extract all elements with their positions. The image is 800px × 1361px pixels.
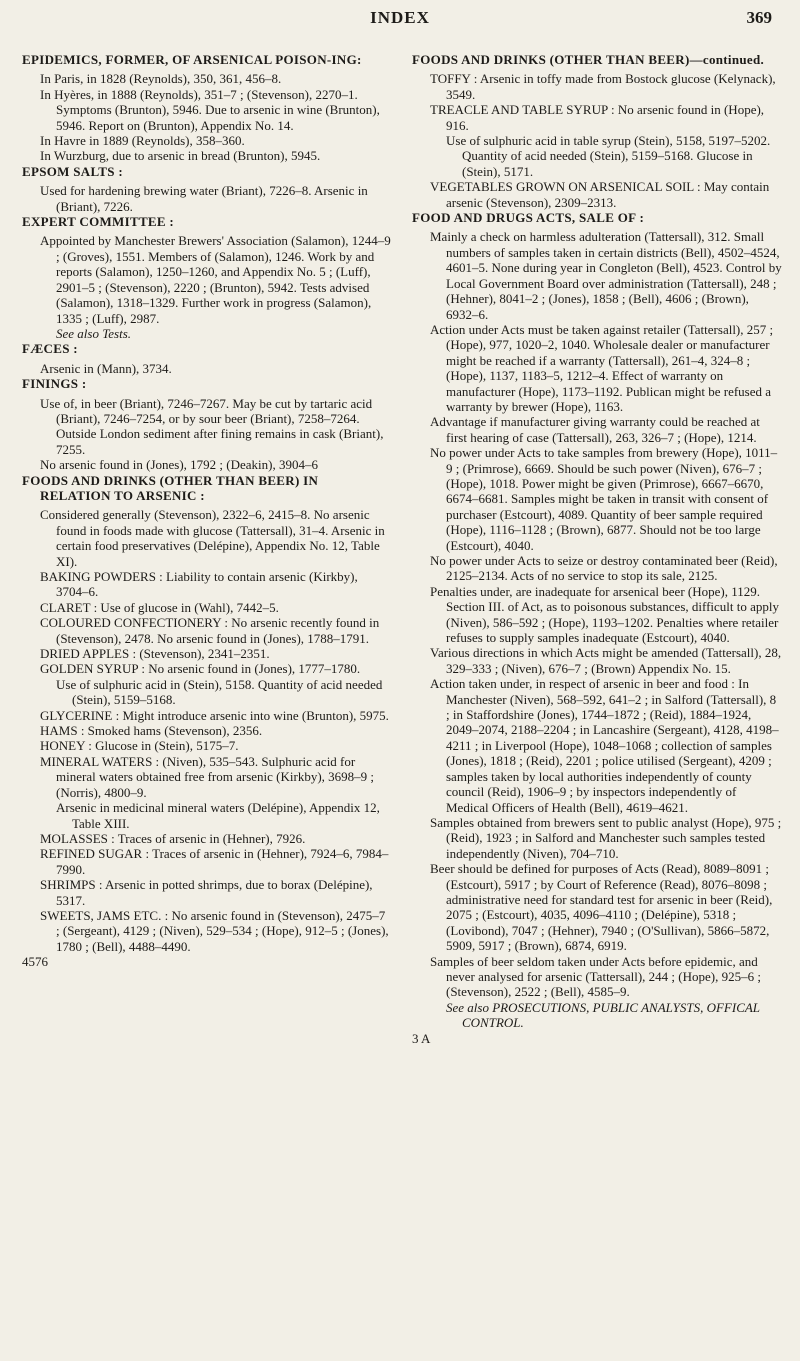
index-entry: MINERAL WATERS : (Niven), 535–543. Sulphuric acid for mineral waters obtained free from arsenic (Kirkby), 3698–9 ; (Norris), 4800–9.: [40, 753, 375, 800]
index-entry: Penalties under, are inadequate for arsenical beer (Hope), 1129. Section III. of Act, as to poisonous substances, difficult to apply (Niven), 586–592 ; (Hope), 1193–1202. Penalties where retailer refuses to supply samples inadequate (Estcourt), 4040.: [430, 583, 780, 646]
index-heading: FOOD AND DRUGS ACTS, SALE OF :: [412, 210, 645, 226]
index-heading: EPIDEMICS, FORMER, OF ARSENICAL POISON-ING:: [22, 52, 362, 67]
index-entry: See also PROSECUTIONS, PUBLIC ANALYSTS, OFFICAL CONTROL.: [446, 999, 760, 1031]
index-entry: 3 A: [412, 1030, 431, 1046]
index-heading: EXPERT COMMITTEE :: [22, 214, 175, 230]
index-entry: GOLDEN SYRUP : No arsenic found in (Jones), 1777–1780.: [40, 661, 361, 677]
index-heading: EPSOM SALTS :: [22, 163, 123, 179]
index-entry: CLARET : Use of glucose in (Wahl), 7442–5.: [40, 599, 279, 615]
index-entry: Advantage if manufacturer giving warranty could be reached at first hearing of case (Tattersall), 263, 326–7 ; (Hope), 1214.: [430, 414, 760, 445]
index-entry: COLOURED CONFECTIONERY : No arsenic recently found in (Stevenson), 2478. No arsenic found in (Jones), 1788–1791.: [40, 615, 380, 646]
page-number: 369: [746, 8, 772, 27]
index-entry: DRIED APPLES : (Stevenson), 2341–2351.: [40, 646, 270, 662]
index-entry: Arsenic in medicinal mineral waters (Delépine), Appendix 12, Table XIII.: [56, 800, 380, 831]
index-entry: Appointed by Manchester Brewers' Association (Salamon), 1244–9 ; (Groves), 1551. Members of (Salamon), 1246. Work by and reports (Salamon), 1250–1260, and Appendix No. 5 ; (Luff), 2901–5 ; (Stevenson), 2220 ; (Brunton), 5942. Tests advised (Salamon), 1318–1329. Further work in progress (Salamon), 1335 ; (Luff), 2987.: [40, 233, 391, 326]
index-entry: No power under Acts to seize or destroy contaminated beer (Reid), 2125–2134. Acts of no service to stop its sale, 2125.: [430, 553, 778, 584]
index-entry: No power under Acts to take samples from brewery (Hope), 1011–9 ; (Primrose), 6669. Should be such power (Niven), 676–7 ; (Hope), 1018. Power might be given (Primrose), 6667–6670, 6674–6681. Samples might be taken in transit with consent of purchaser (Estcourt), 4089. Quantity of beer sample required (Hope), 1116–1128 ; (Brown), 6877. Should not be too large (Estcourt), 4040.: [430, 445, 778, 553]
index-entry: Beer should be defined for purposes of Acts (Read), 8089–8091 ; (Estcourt), 5917 ; by Court of Reference (Read), 8076–8098 ; administrative need for standard test for arsenic in beer (Reid), 2075 ; (Estcourt), 4035, 4096–4110 ; (Delépine), 5318 ; (Lovibond), 7047 ; (Hehner), 7940 ; (O'Sullivan), 5866–5872, 5909, 5917 ; (Brown), 6874, 6919.: [430, 861, 773, 954]
index-entry: SWEETS, JAMS ETC. : No arsenic found in (Stevenson), 2475–7 ; (Sergeant), 4129 ; (Niven), 529–534 ; (Hope), 912–5 ; (Jones), 1780 ; (Bell), 4488–4490.: [40, 907, 389, 954]
index-entry: Used for hardening brewing water (Briant), 7226–8. Arsenic in (Briant), 7226.: [40, 183, 368, 214]
index-entry: See also Tests.: [56, 325, 131, 341]
index-entry: SHRIMPS : Arsenic in potted shrimps, due to borax (Delépine), 5317.: [40, 877, 373, 908]
index-entry: MOLASSES : Traces of arsenic in (Hehner), 7926.: [40, 830, 306, 846]
index-entry: HAMS : Smoked hams (Stevenson), 2356.: [40, 723, 263, 739]
index-entry: TREACLE AND TABLE SYRUP : No arsenic found in (Hope), 916.: [430, 102, 765, 133]
index-heading: FOODS AND DRINKS (OTHER THAN BEER) IN RELATION TO ARSENIC :: [22, 472, 319, 503]
index-entry: GLYCERINE : Might introduce arsenic into wine (Brunton), 5975.: [40, 707, 389, 723]
index-entry: Action taken under, in respect of arsenic in beer and food : In Manchester (Niven), 568–592, 641–2 ; in Salford (Tattersall), 8 ; in Staffordshire (Jones), 1744–1872 ; (Reid), 1884–1924, 2049–2074, 2188–2204 ; in Lancashire (Sergeant), 4128, 4198–4211 ; in Liverpool (Hope), 1048–1068 ; collection of samples (Jones), 1818 ; (Reid), 2201 ; police utilised (Sergeant), 4209 ; samples taken by local authorities independently of county council (Reid), 1906–9 ; by inspectors independently of Medical Officers of Health (Bell), 4619–4621.: [430, 676, 779, 815]
index-entry: BAKING POWDERS : Liability to contain arsenic (Kirkby), 3704–6.: [40, 569, 358, 600]
index-entry: In Paris, in 1828 (Reynolds), 350, 361, 456–8.: [40, 71, 282, 87]
index-entry: TOFFY : Arsenic in toffy made from Bostock glucose (Kelynack), 3549.: [430, 71, 776, 102]
index-entry: Use of sulphuric acid in (Stein), 5158. Quantity of acid needed (Stein), 5159–5168.: [56, 676, 383, 708]
index-entry: Action under Acts must be taken against retailer (Tattersall), 257 ; (Hope), 977, 1020–2, 1040. Wholesale dealer or manufacturer might be reached if a warranty (Tattersall), 261–4, 324–8 ; (Hope), 1137, 1183–5, 1212–4. Effect of warranty on manufacturer (Hope), 1173–1192. Publican might be refused a warranty by brewer (Hope), 1163.: [430, 321, 774, 414]
index-entry: Various directions in which Acts might be amended (Tattersall), 28, 329–333 ; (Niven), 676–7 ; (Brown) Appendix No. 15.: [430, 645, 782, 676]
index-entry: 4576: [22, 954, 48, 970]
left-column: [22, 52, 392, 970]
running-title: INDEX: [370, 8, 430, 27]
index-entry: Samples obtained from brewers sent to public analyst (Hope), 975 ; (Reid), 1923 ; in Salford and Manchester such samples tested independently (Niven), 704–710.: [430, 814, 782, 861]
index-entry: In Hyères, in 1888 (Reynolds), 351–7 ; (Stevenson), 2270–1. Symptoms (Brunton), 5946. Due to arsenic in wine (Brunton), 5946. Report on (Brunton), Appendix No. 14.: [40, 86, 380, 133]
index-entry: No arsenic found in (Jones), 1792 ; (Deakin), 3904–6: [40, 457, 318, 473]
index-entry: HONEY : Glucose in (Stein), 5175–7.: [40, 738, 239, 754]
index-entry: Use of sulphuric acid in table syrup (Stein), 5158, 5197–5202. Quantity of acid needed (Stein), 5159–5168. Glucose in (Stein), 5171.: [446, 133, 771, 179]
index-heading: FININGS :: [22, 376, 87, 392]
index-heading: FÆCES :: [22, 341, 78, 357]
page-header: [0, 8, 800, 48]
index-entry: Considered generally (Stevenson), 2322–6, 2415–8. No arsenic found in foods made with glucose (Tattersall), 31–4. Arsenic in certain food preservatives (Delépine), Appendix No. 12, Table XI).: [40, 507, 385, 569]
index-entry: In Wurzburg, due to arsenic in bread (Brunton), 5945.: [40, 148, 321, 164]
index-entry: Arsenic in (Mann), 3734.: [40, 360, 172, 376]
index-entry: In Havre in 1889 (Reynolds), 358–360.: [40, 133, 245, 149]
index-entry: Samples of beer seldom taken under Acts before epidemic, and never analysed for arsenic (Tattersall), 244 ; (Hope), 925–6 ; (Stevenson), 2522 ; (Bell), 4585–9.: [430, 953, 761, 1000]
right-column: [412, 52, 782, 1046]
index-entry: Mainly a check on harmless adulteration (Tattersall), 312. Small numbers of samples taken in certain districts (Bell), 4502–4524, 4601–5. None during year in Congleton (Bell), 4523. Control by Local Government Board over administration (Tattersall), 248 ; (Hehner), 8041–2 ; (Jones), 1858 ; (Bell), 4606 ; (Brown), 6932–6.: [430, 229, 782, 322]
index-entry: VEGETABLES GROWN ON ARSENICAL SOIL : May contain arsenic (Stevenson), 2309–2313.: [430, 179, 770, 210]
index-heading: FOODS AND DRINKS (OTHER THAN BEER)—continued.: [412, 52, 765, 67]
index-entry: REFINED SUGAR : Traces of arsenic in (Hehner), 7924–6, 7984–7990.: [40, 846, 389, 877]
index-entry: Use of, in beer (Briant), 7246–7267. May be cut by tartaric acid (Briant), 7246–7254, or by sour beer (Briant), 7258–7264. Outside London sediment after fining remains in cask (Briant), 7255.: [40, 395, 384, 457]
